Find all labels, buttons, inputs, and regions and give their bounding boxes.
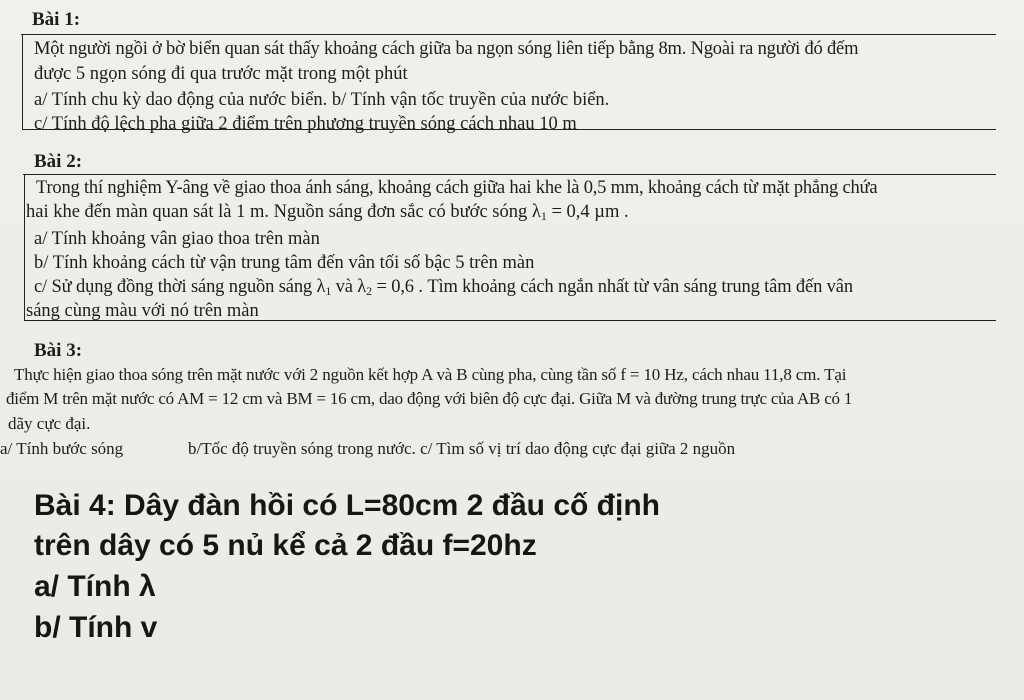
bai2-line-1: Trong thí nghiệm Y-âng về giao thoa ánh sáng, khoảng cách giữa hai khe là 0,5 mm, khoảng cách từ mặt phẳng chứa (36, 178, 878, 198)
bai3-line-1: Thực hiện giao thoa sóng trên mặt nước với 2 nguồn kết hợp A và B cùng pha, cùng tần số f = 10 Hz, cách nhau 11,8 cm. Tại (14, 365, 847, 384)
lambda2-subscript: 2 (366, 284, 372, 298)
bai2-line-6: sáng cùng màu với nó trên màn (26, 301, 259, 321)
lambda1-subscript: 1 (540, 209, 547, 223)
bai2-line-5: c/ Sử dụng đồng thời sáng nguồn sáng $\lambda_1$ và $\lambda_2 = 0,6$ . Tìm khoảng cách ngắn nhất từ vân sáng trung tâm đến vân (34, 277, 853, 298)
bai3-question-bc: b/Tốc độ truyền sóng trong nước. c/ Tìm số vị trí dao động cực đại giữa 2 nguồn (188, 439, 736, 458)
bai3-question-a: a/ Tính bước sóng (0, 439, 124, 458)
bai1-line-3: a/ Tính chu kỳ dao động của nước biển. b/ Tính vận tốc truyền của nước biển. (34, 90, 610, 110)
bai2-line-4: b/ Tính khoảng cách từ vận trung tâm đến vân tối số bậc 5 trên màn (34, 253, 535, 273)
bai3-line-2: điểm M trên mặt nước có AM = 12 cm và BM = 16 cm, dao động với biên độ cực đại. Giữa M và đường trung trực của AB có 1 (6, 389, 853, 408)
bai1-line-4: c/ Tính độ lệch pha giữa 2 điểm trên phương truyền sóng cách nhau 10 m (34, 114, 577, 134)
bai2-title: Bài 2: (34, 151, 83, 172)
bai1-line-2: được 5 ngọn sóng đi qua trước mặt trong một phút (34, 64, 408, 84)
bai3-title: Bài 3: (34, 340, 83, 361)
bai4-line-3: a/ Tính λ (34, 570, 156, 603)
bai2-line-3: a/ Tính khoảng vân giao thoa trên màn (34, 229, 320, 249)
bai1-title: Bài 1: (32, 9, 81, 30)
bai2-line-2: hai khe đến màn quan sát là 1 m. Nguồn sáng đơn sắc có bước sóng $\lambda_1 = 0,4$ µm . (26, 202, 629, 223)
bai1-line-1: Một người ngồi ở bờ biển quan sát thấy khoảng cách giữa ba ngọn sóng liên tiếp bằng 8m. Ngoài ra người đó đếm (34, 39, 859, 59)
bai3-line-3: dãy cực đại. (8, 414, 91, 433)
bai4-line-4: b/ Tính v (34, 611, 158, 644)
bai4-line-1: Bài 4: Dây đàn hồi có L=80cm 2 đầu cố định (34, 489, 660, 522)
bai4-line-2: trên dây có 5 nủ kể cả 2 đầu f=20hz (34, 529, 537, 562)
lambda1-subscript-b: 1 (325, 284, 332, 298)
